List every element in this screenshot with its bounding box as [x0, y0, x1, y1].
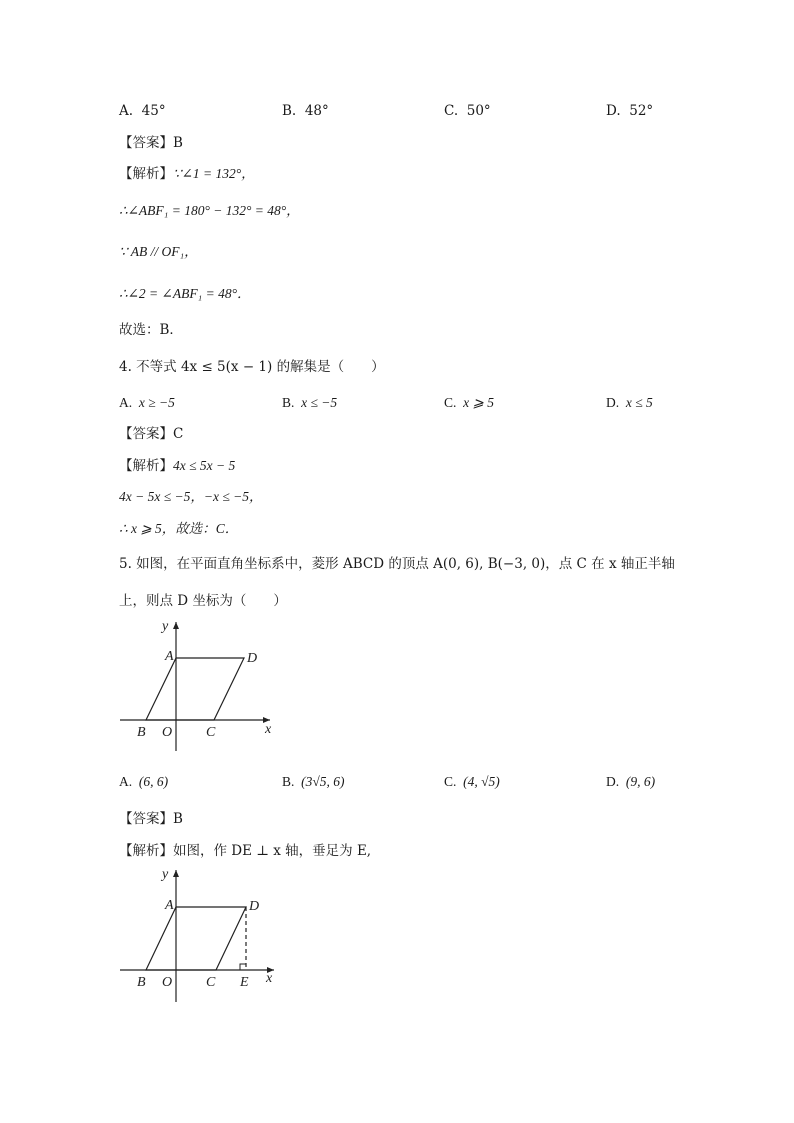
right-angle-mark	[240, 964, 246, 970]
label-y: y	[162, 867, 169, 882]
q3-option-a: A. 45°	[119, 103, 166, 119]
q4-analysis-line-1: 【解析】4x ≤ 5x − 5	[119, 458, 236, 474]
rhombus-abcd	[146, 658, 244, 720]
q3-option-d: D. 52°	[606, 103, 654, 119]
q4-option-b: B. x ≤ −5	[282, 395, 338, 410]
label-b: B	[137, 975, 146, 990]
q3-analysis-line-4: ∴∠2 = ∠ABF₁ = 48°．	[119, 286, 251, 301]
y-axis-arrow	[173, 870, 179, 877]
label-e: E	[240, 975, 249, 990]
label-o: O	[162, 975, 173, 990]
q4-option-c: C. x ⩾ 5	[444, 395, 494, 410]
q3-analysis-label: 【解析】	[119, 166, 173, 182]
label-d: D	[247, 651, 258, 666]
q5-option-c: C. (4, √5)	[444, 774, 500, 789]
q3-analysis-line-3: ∵ AB // OF₁，	[119, 244, 198, 259]
y-axis-arrow	[173, 622, 179, 629]
q4-option-a: A. x ≥ −5	[119, 395, 175, 410]
rhombus-abcd	[146, 907, 246, 970]
rhombus-figure-1	[110, 616, 285, 756]
q5-stem-line-1: 5. 如图，在平面直角坐标系中，菱形 ABCD 的顶点 A(0, 6), B(−3, 0)，点 C 在 x 轴正半轴	[119, 556, 675, 572]
q3-answer: 【答案】B	[119, 135, 183, 151]
label-a: A	[165, 898, 174, 913]
q5-analysis: 【解析】如图，作 DE ⊥ x 轴，垂足为 E,	[119, 843, 372, 859]
label-c: C	[206, 725, 216, 740]
q4-analysis-line-3: ∴ x ⩾ 5，故选：C．	[119, 521, 239, 536]
q4-analysis-label: 【解析】	[119, 458, 173, 474]
q4-answer: 【答案】C	[119, 426, 184, 442]
q4-stem: 4. 不等式 4x ≤ 5(x − 1) 的解集是（ ）	[119, 359, 385, 375]
q5-option-a: A. (6, 6)	[119, 774, 169, 789]
q4-analysis-line-2: 4x − 5x ≤ −5，−x ≤ −5，	[119, 489, 263, 504]
q5-option-b: B. (3√5, 6)	[282, 774, 345, 789]
q3-analysis-line-1: 【解析】∵∠1 = 132°，	[119, 166, 255, 182]
label-x: x	[266, 971, 273, 986]
label-o: O	[162, 725, 173, 740]
label-b: B	[137, 725, 146, 740]
rhombus-figure-2	[110, 864, 290, 1006]
q5-option-d: D. (9, 6)	[606, 774, 656, 789]
label-y: y	[162, 619, 169, 634]
q3-option-b: B. 48°	[282, 103, 329, 119]
q4-option-d: D. x ≤ 5	[606, 395, 653, 410]
label-a: A	[165, 649, 174, 664]
label-x: x	[265, 722, 272, 737]
q3-analysis-line-2: ∴∠ABF₁ = 180° − 132° = 48°，	[119, 203, 300, 218]
q5-stem-line-2: 上，则点 D 坐标为（ ）	[119, 593, 287, 609]
q3-conclusion: 故选：B．	[119, 322, 183, 338]
label-d: D	[249, 899, 260, 914]
q5-answer: 【答案】B	[119, 811, 183, 827]
label-c: C	[206, 975, 216, 990]
q3-option-c: C. 50°	[444, 103, 491, 119]
